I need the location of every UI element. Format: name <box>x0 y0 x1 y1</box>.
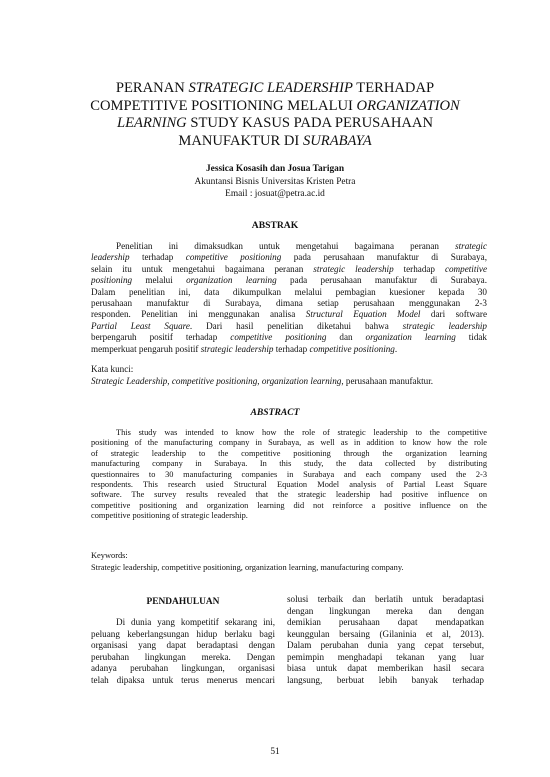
abstract-line: competitive positioning of strategic leadership. <box>91 511 248 521</box>
abstract-line: This study was intended to know how the role of strategic leadership to the competitive <box>116 428 487 437</box>
page-number: 51 <box>270 747 280 757</box>
keywords-text: Strategic leadership, competitive positioning, organization learning, manufacturing company. <box>91 563 404 572</box>
intro-right-line: dengan lingkungan mereka dan dengan <box>287 605 484 616</box>
abstrak-line: perusahaan manufaktur di Surabaya, dimana setiap perusahaan menggunakan 2-3 <box>91 297 487 308</box>
intro-right-line: pemimpin menghadapi tekanan yang luar <box>287 651 484 662</box>
intro-left-line: telah dipaksa untuk terus menerus mencari <box>91 674 275 685</box>
intro-right-line: biasa untuk dapat memberikan hasil secara <box>287 663 484 673</box>
intro-left-line: perubahan lingkungan mereka. Dengan <box>91 651 275 662</box>
abstrak-line: selain itu untuk mengetahui bagaimana peranan strategic leadership terhadap competitive <box>91 263 487 274</box>
kata-kunci-text: Strategic Leadership, competitive positioning, organization learning, perusahaan manufaktur. <box>91 376 434 386</box>
abstrak-line: leadership terhadap competitive positioning pada perusahaan manufaktur di Surabaya, <box>91 252 487 263</box>
pendahuluan-heading: PENDAHULUAN <box>146 597 220 607</box>
abstrak-line: Dalam penelitian ini, data dikumpulkan melalui pembagian kuesioner kepada 30 <box>91 286 487 297</box>
abstrak-heading: ABSTRAK <box>251 220 299 231</box>
abstract-line: positioning of the manufacturing company in Surabaya, as well as in addition to know how the role <box>91 438 487 448</box>
abstract-line: questionnaires to 30 manufacturing companies in Surabaya and each company used the 2-3 <box>91 469 487 479</box>
intro-right-line: keunggulan bersaing (Gilaninia et al, 2013). <box>287 628 484 639</box>
keywords-label: Keywords: <box>91 551 128 560</box>
abstrak-line: memperkuat pengaruh positif strategic leadership terhadap competitive positioning. <box>91 343 398 354</box>
paper-title <box>70 80 480 150</box>
affiliation: Akuntansi Bisnis Universitas Kristen Petra <box>194 177 356 187</box>
abstract-heading: ABSTRACT <box>250 407 300 418</box>
authors: Jessica Kosasih dan Josua Tarigan <box>205 164 345 174</box>
title-line: COMPETITIVE POSITIONING MELALUI ORGANIZATION <box>90 97 460 114</box>
abstract-line: competitive positioning and organization learning did not reinforce a positive influence on the <box>91 500 487 510</box>
abstract-body <box>91 428 487 522</box>
abstrak-line: positioning melalui organization learning pada perusahaan manufaktur di Surabaya. <box>91 275 487 286</box>
kata-kunci-label: Kata kunci: <box>91 364 134 374</box>
intro-right-column <box>287 594 484 686</box>
abstrak-line: responden. Penelitian ini menggunakan analisa Structural Equation Model dari software <box>91 309 487 320</box>
abstrak-body <box>91 241 487 355</box>
email: Email : josuat@petra.ac.id <box>225 189 325 199</box>
abstract-line: respondents. This research usied Structural Equation Model analysis of Partial Least Square <box>91 479 487 489</box>
title-line: MANUFAKTUR DI SURABAYA <box>178 132 372 149</box>
intro-right-line: langsung, berbuat lebih banyak terhadap <box>287 674 484 685</box>
intro-left-line: organisasi yang dapat beradaptasi dengan <box>91 640 275 650</box>
abstrak-line: berpengaruh positif terhadap competitive positioning dan organization learning tidak <box>91 332 487 343</box>
intro-left-column <box>91 617 275 686</box>
abstract-line: manufacturing company in Surabaya. In this study, the data collected by distributing <box>91 459 487 469</box>
abstrak-line: Partial Least Square. Dari hasil penelitian diketahui bahwa strategic leadership <box>91 320 487 331</box>
abstrak-line: Penelitian ini dimaksudkan untuk mengetahui bagaimana peranan strategic <box>116 241 487 251</box>
intro-left-line: peluang keberlangsungan hidup berlaku bagi <box>91 628 275 639</box>
intro-left-line: Di dunia yang kompetitif sekarang ini, <box>116 617 275 627</box>
title-line: PERANAN STRATEGIC LEADERSHIP TERHADAP <box>115 80 435 96</box>
intro-right-line: demikian perusahaan dapat mendapatkan <box>287 617 484 627</box>
abstract-line: software. The survey results revealed that the strategic leadership had positive influence on <box>91 490 487 500</box>
intro-right-line: solusi terbaik dan berlatih untuk beradaptasi <box>287 594 484 604</box>
abstract-line: of strategic leadership to the competitive positioning through the organization learning <box>91 448 487 458</box>
intro-right-line: Dalam perubahan dunia yang cepat tersebut, <box>287 640 484 650</box>
intro-left-line: adanya perubahan lingkungan, organisasi <box>91 663 275 673</box>
title-line: LEARNING STUDY KASUS PADA PERUSAHAAN <box>117 115 433 131</box>
